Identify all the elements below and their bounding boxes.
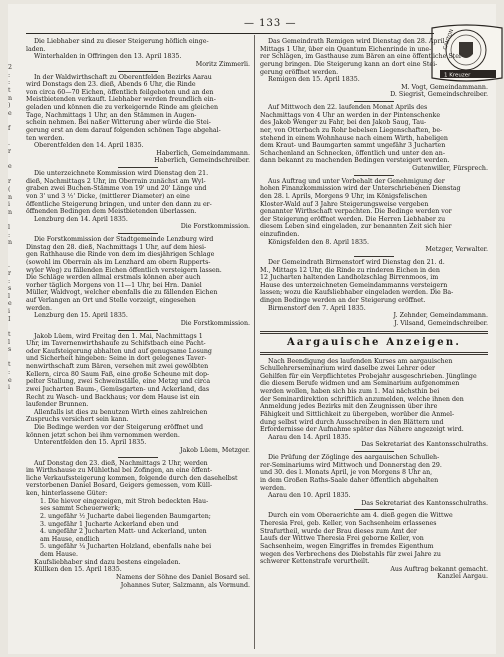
text-line: Fähigkeit und Sittlichkeit zu übergeben, worüber die Anmel- [260,410,455,418]
text-line: Aus Auftrag und unter Vorbehalt der Genehmigung der [268,177,445,185]
text-line: Die unterzeichnete Kommission wird Dienstag den 21. [34,170,209,177]
text-line: graben zwei Buchen-Stämme von 19' und 20' Länge und [26,185,207,193]
text-line: dingen Bedinge werden an der Steigerung eröffnet. [260,297,426,304]
header-rule [26,33,434,34]
text-line: Haberlich, Gemeindschreiber. [154,157,250,165]
text-line: und Sicherheit hingeben: Seine in dort gelegenes Taver- [26,355,207,363]
text-line: Jakob Lüem, wird Freitag den 1. Mai, Nachmittags 1 [34,332,203,340]
svg-text:1 Kreuzer: 1 Kreuzer [444,72,471,79]
text-line: Die Forstkommission der Stadtgemeinde Lenzburg wird [34,236,214,243]
section-rule [260,352,488,355]
newspaper-page [8,4,496,654]
text-line: Lenzburg den 15. April 1835. [34,312,128,320]
text-line: Das Sekretariat des Kantonsschulraths. [361,441,488,449]
text-line: im Wirthshause zu Mühlethal bei Zofingen, an eine öffent- [26,467,213,475]
text-line: Das Sekretariat des Kantonsschulraths. [361,499,488,507]
text-line: ses sammt Scheuerwerk; [40,505,121,513]
text-line: M., Mittags 12 Uhr, die Rinde zu rinderen Eichen in den [260,266,440,274]
text-line: In der Waldwirthschaft zu Oberentfelden Bezirks Aarau [34,73,212,81]
text-line: Strafurtheil, wurde der Brau dieses zum Amt der [260,527,417,535]
text-line: den 28. l. Aprils, Morgens 9 Uhr, im Königsfelischen [260,192,428,200]
notice-separator [118,167,158,168]
left-margin-fragment: 2 : : t n ) e f . r e r ( n i n l : n . r : s l e i I t l s t : e i [8,64,13,392]
text-line: Lenzburg den 14. April 1835. [34,215,128,223]
section-rule [260,331,488,334]
text-line: 12 Jucharten haltenden Landholzschlag Birrenmoos, im [260,274,439,282]
text-line: Die Forstkommission. [180,223,250,231]
notice-separator [354,101,394,102]
text-line: nenwirthschaft zum Bären, versehen mit zwei gewölbten [26,363,209,370]
text-line: geladen und können die zu verkeigernde Rinde am gleichen [26,104,219,111]
text-line: schein nehmen. Bei naßer Witterung aber würde die Stei- [26,119,211,127]
text-line: öffnenden Bedingen dem Meistbietenden überlassen. [26,208,197,216]
text-line: Nachmittags von 4 Uhr an werden in der Pintenschenke [260,111,441,119]
text-line: Oberentfelden den 14. April 1835. [34,142,144,150]
text-line: vorher täglich Morgens von 11—1 Uhr, bei Hrn. Daniel [26,281,202,289]
text-line: pelter Stallung, zwei Schweinställe, eine Metzg und circa [26,378,211,386]
text-line: Recht zu Wasch- und Backhaus; vor dem Hause ist ein [26,393,200,401]
text-line: liche Verkaufssteigerung kommen, folgende durch den dasehelbst [26,474,238,482]
text-line: diesem Leben sind eingeladen, zur benannten Zeit sich hier [260,223,452,231]
text-line: Aarau den 10. April 1835. [268,492,351,500]
text-line: dung selbst wird durch Ausschreiben in den Blättern und [260,418,444,426]
notice-separator [354,451,394,452]
notice-separator [118,233,158,234]
text-line: Aarau den 14. April 1835. [268,433,351,441]
text-line: laden. [26,45,46,53]
text-line: Durch ein vom Oberaerichte am 4. dieß gegen die Wittwe [268,512,453,520]
text-line: Die Prüfung der Zöglinge des aargauischen Schulleh- [268,454,440,461]
text-line: 4. ungefähr 2 Jucharten Matt- und Ackerland, unten [40,528,207,536]
left-column [26,38,250,589]
text-line: des Jakob Wenger zu Fahr, bei den Jakob Saug, Tau- [260,119,427,127]
text-line: Nach Beendigung des laufenden Kurses am aargauischen [268,357,453,365]
page-number: — 133 — [244,18,297,29]
text-line: Hause des unterzeichneten Gemeindammanns versteigern [260,281,448,289]
text-line: Gehilfen für ein Verpflichtetes Probejahr ausgeschrieben. Jünglinge [260,372,477,380]
text-line: Die Liebhaber sind zu dieser Steigerung höflich einge- [34,38,209,45]
text-line: Königsfelden den 8. April 1835. [268,238,370,246]
text-line: werden wollen, haben sich bis zum 1. Mai nächsthin bei [260,388,440,395]
text-line: Jakob Lüem, Metzger. [180,446,250,454]
text-line: Kaufsliebhaber sind dazu bestens eingeladen. [34,558,181,566]
text-line: Theresia Frei, geb. Keller, von Sachsenheim erlassenes [260,520,437,527]
text-line: Das Gemeindrath Remigen wird Dienstag den 28. April [268,38,445,45]
text-line: Der Gemeindrath Birmenstorf wird Dienstag den 21. d. [268,258,445,266]
text-line: J. Zehnder, Gemeindammann. [393,312,488,320]
text-line: wyler Weg) zu fällenden Eichen öffentlich versteigern lassen. [26,266,222,274]
text-line: ten werden. [26,134,65,142]
text-line: oder Kaufsteigerung abhalten und auf genugsame Losung [26,347,212,355]
text-line: hohen Finanzkommission wird der Unterschriebenen Dienstag [260,185,461,193]
text-line: gerung erst an dem darauf folgenden schönen Tage abgehal- [26,126,221,134]
text-line: Schullehrerseminarium wird daselbe zwei Lehrer oder [260,365,435,373]
text-line: Tage, Nachmittags 1 Uhr, an den Stämmen in Augen- [26,111,197,119]
text-line: Müller, Waldvogt, welcher ebenfalls die zu fällenden Eichen [26,289,218,297]
text-line: Dinstag den 28. dieß, Nachmittags 1 Uhr, auf dem hiesi- [26,243,207,251]
text-line: M. Vogt, Gemeindammann. [401,83,488,91]
text-line: wegen des Verbrechens des Diebstahls für zwei Jahre zu [260,550,441,558]
text-line: Winterhalden in Offringen den 13. April 1835. [34,53,182,61]
text-line: ken, hinterlassene Güter: [26,490,108,497]
text-line: Kloster-Wald auf 3 Jahre Steigerungsweise vergeben [260,200,429,208]
notice-separator [354,509,394,510]
text-line: Uhr, im Tavernenwirthshaufe zu Schifstbach eine Pacht- [26,340,206,348]
text-line: 3. ungefähr 1 Jucharte Ackerland eben und [40,520,179,528]
text-line: dann bekannt zu machenden Bedingen versteigert werden. [260,157,450,165]
text-line: einzufinden. [260,231,300,238]
text-line: von 3' und 3 ½' Dicke, (mittlerer Diameter) an eine [26,192,190,200]
text-line: öffentliche Steigerung bringen, und unter den dann zu er- [26,200,212,208]
text-line: zwei Jucharten Baum-, Gemüsgarten- und Ackerland, das [26,385,210,393]
text-line: gen Rathhause die Rinde von dem im diesjährigen Schlage [26,251,215,259]
text-line: der Steigerung eröffnet werden. Die Herren Liebhaber zu [260,215,446,223]
text-line: dem Hause. [40,551,78,558]
text-line: gerung eröffnet werden. [260,68,339,76]
text-line: Moritz Zimmerli. [195,60,250,68]
text-line: Meistbietenden verkauft. Liebhaber werden freundlich ein- [26,96,216,104]
text-line: wird Donstags den 23. dieß, Abends 6 Uhr, die Rinde [26,81,196,89]
text-line: Auf Donstag den 23. dieß, Nachmittags 2 Uhr, werden [34,459,208,467]
text-line: Remigen den 15. April 1835. [268,76,360,84]
text-line: auf Verlangen an Ort und Stelle vorzeigt, eingesehen [26,297,196,304]
text-line: gerung bringen. Die Steigerung kann an dort eine Stei- [260,60,438,68]
text-line: von circa 60—70 Eichen, öffentlich feilgeboten und an den [26,88,214,96]
text-line: in dem Großen Raths-Saale daher öffentlich abgehalten [260,476,439,484]
text-line: am Hause, endlich [40,535,100,543]
right-column [260,38,488,581]
text-line: (sowohl im Oberrain als im Lenzhard am obern Rupperts- [26,258,211,266]
text-line: Kellern, circa 80 Saum Faß, eine große Scheune mit dop- [26,370,210,378]
text-line: Haberlich, Gemeindammann. [156,149,250,157]
column-divider [254,35,255,649]
notice-separator [354,175,394,176]
text-line: Anmeldung jedes Bezirks mit den Zeugnissen über ihre [260,403,438,411]
text-line: D. Siegrist, Gemeindschreiber. [390,91,488,99]
text-line: Birmenstorf den 7. April 1835. [268,304,366,312]
text-line: Aus Auftrag bekannt gemacht. [390,565,488,573]
text-line: laufender Brunnen. [26,401,89,409]
text-line: Laufs der Wittwe Theresia Frei geborne Keller, von [260,535,424,543]
text-line: Zuspruchs versichert sein kann. [26,416,129,424]
text-line: 2. ungefähr ½ Jucharte dabei liegenden Baumgarten; [40,512,211,520]
text-line: Metzger, Verwalter. [425,246,488,254]
notice-separator [118,457,158,458]
notice-separator [118,71,158,72]
svg-text:CANTON: CANTON [442,28,456,51]
text-line: 5. ungefähr ¼ Jucharten Holzland, ebenfalls nahe bei [40,543,212,551]
text-line: der Seminardirektion schriftlich anzumelden, welche ihnen den [260,395,464,403]
text-line: und 30. des l. Monats April, je von Morgens 8 Uhr an, [260,469,433,477]
text-line: Küllken den 15. April 1835. [34,566,122,574]
text-line: ner, von Otterbach zu Rohr bebelsen Liegenschaften, be- [260,126,443,134]
text-line: Die Bedinge werden vor der Steigerung eröffnet und [34,424,204,431]
text-line: Auf Mittwoch den 22. laufenden Monat Aprils des [268,104,428,111]
text-line: Sachsenheim, wegen Eingriffes in fremdes Eigenthum [260,542,434,550]
text-line: Erfordernisse der Aufnahme später das Nähere angezeigt wird. [260,426,464,434]
section-heading: Aargauische Anzeigen. [286,336,462,348]
text-line: stehend in einem Wohnhause nach einem Wirth, habeligen [260,134,448,142]
text-line: können jetzt schon bei ihm vernommen werden. [26,431,180,439]
text-line: werden. [26,304,52,312]
text-line: verstorbenen Daniel Bosard, Geigers gemessen, vom Küll- [26,482,213,490]
text-line: die diesem Berufe widmen und am Seminarium aufgenommen [260,380,460,388]
text-line: Gutenwiller, Fürsprech. [412,165,488,172]
text-line: Namens der Söhne des Daniel Bosard sel. [116,573,250,581]
notice-separator [354,256,394,257]
notice-separator [118,330,158,331]
text-line: genannter Wirthschaft verpachten. Die Bedinge werden vor [260,208,452,216]
text-line: lassen; wozu die Kaufsliebhaber eingeladen werden. Die Ba- [260,289,454,297]
text-line: Die Schläge werden allmal erstmals können aber auch [26,274,201,282]
text-line: rer Schlägen, im Gasthause zum Bären an eine öffentliche Stei- [260,53,464,61]
text-line: rer-Seminariums wird Mittwoch und Donnerstag den 29. [260,461,442,469]
text-line: werden. [260,484,286,492]
text-line: Unterentfelden den 15. April 1835. [34,439,147,447]
text-line: Johannes Suter, Salzmann, als Vormund. [120,581,250,589]
text-line: schwerer Kettenstrafe verurtheilt. [260,558,370,566]
text-line: Kanzlei Aargau. [437,573,488,581]
text-line: Schachenland an Schnecken, öffentlich und unter den an- [260,149,445,157]
text-line: J. Vilsand, Gemeindschreiber. [394,319,488,327]
text-line: dem Kraut- und Baumgarten sammt ungefähr 3 Jucharten [260,142,446,150]
text-line: dieß, Nachmittags 2 Uhr, im Oberrain zunächst am Wyl- [26,177,206,185]
text-line: Mittags 1 Uhr, über ein Quantum Eichenrinde in une- [260,45,432,53]
text-line: 1. Die hievor eingezeigen, mit Stroh bedeckten Hau- [40,497,209,505]
text-line: Die Forstkommission. [180,319,250,327]
text-line: Allenfalls ist dies zu benutzen Wirth eines zahlreichen [34,408,208,416]
